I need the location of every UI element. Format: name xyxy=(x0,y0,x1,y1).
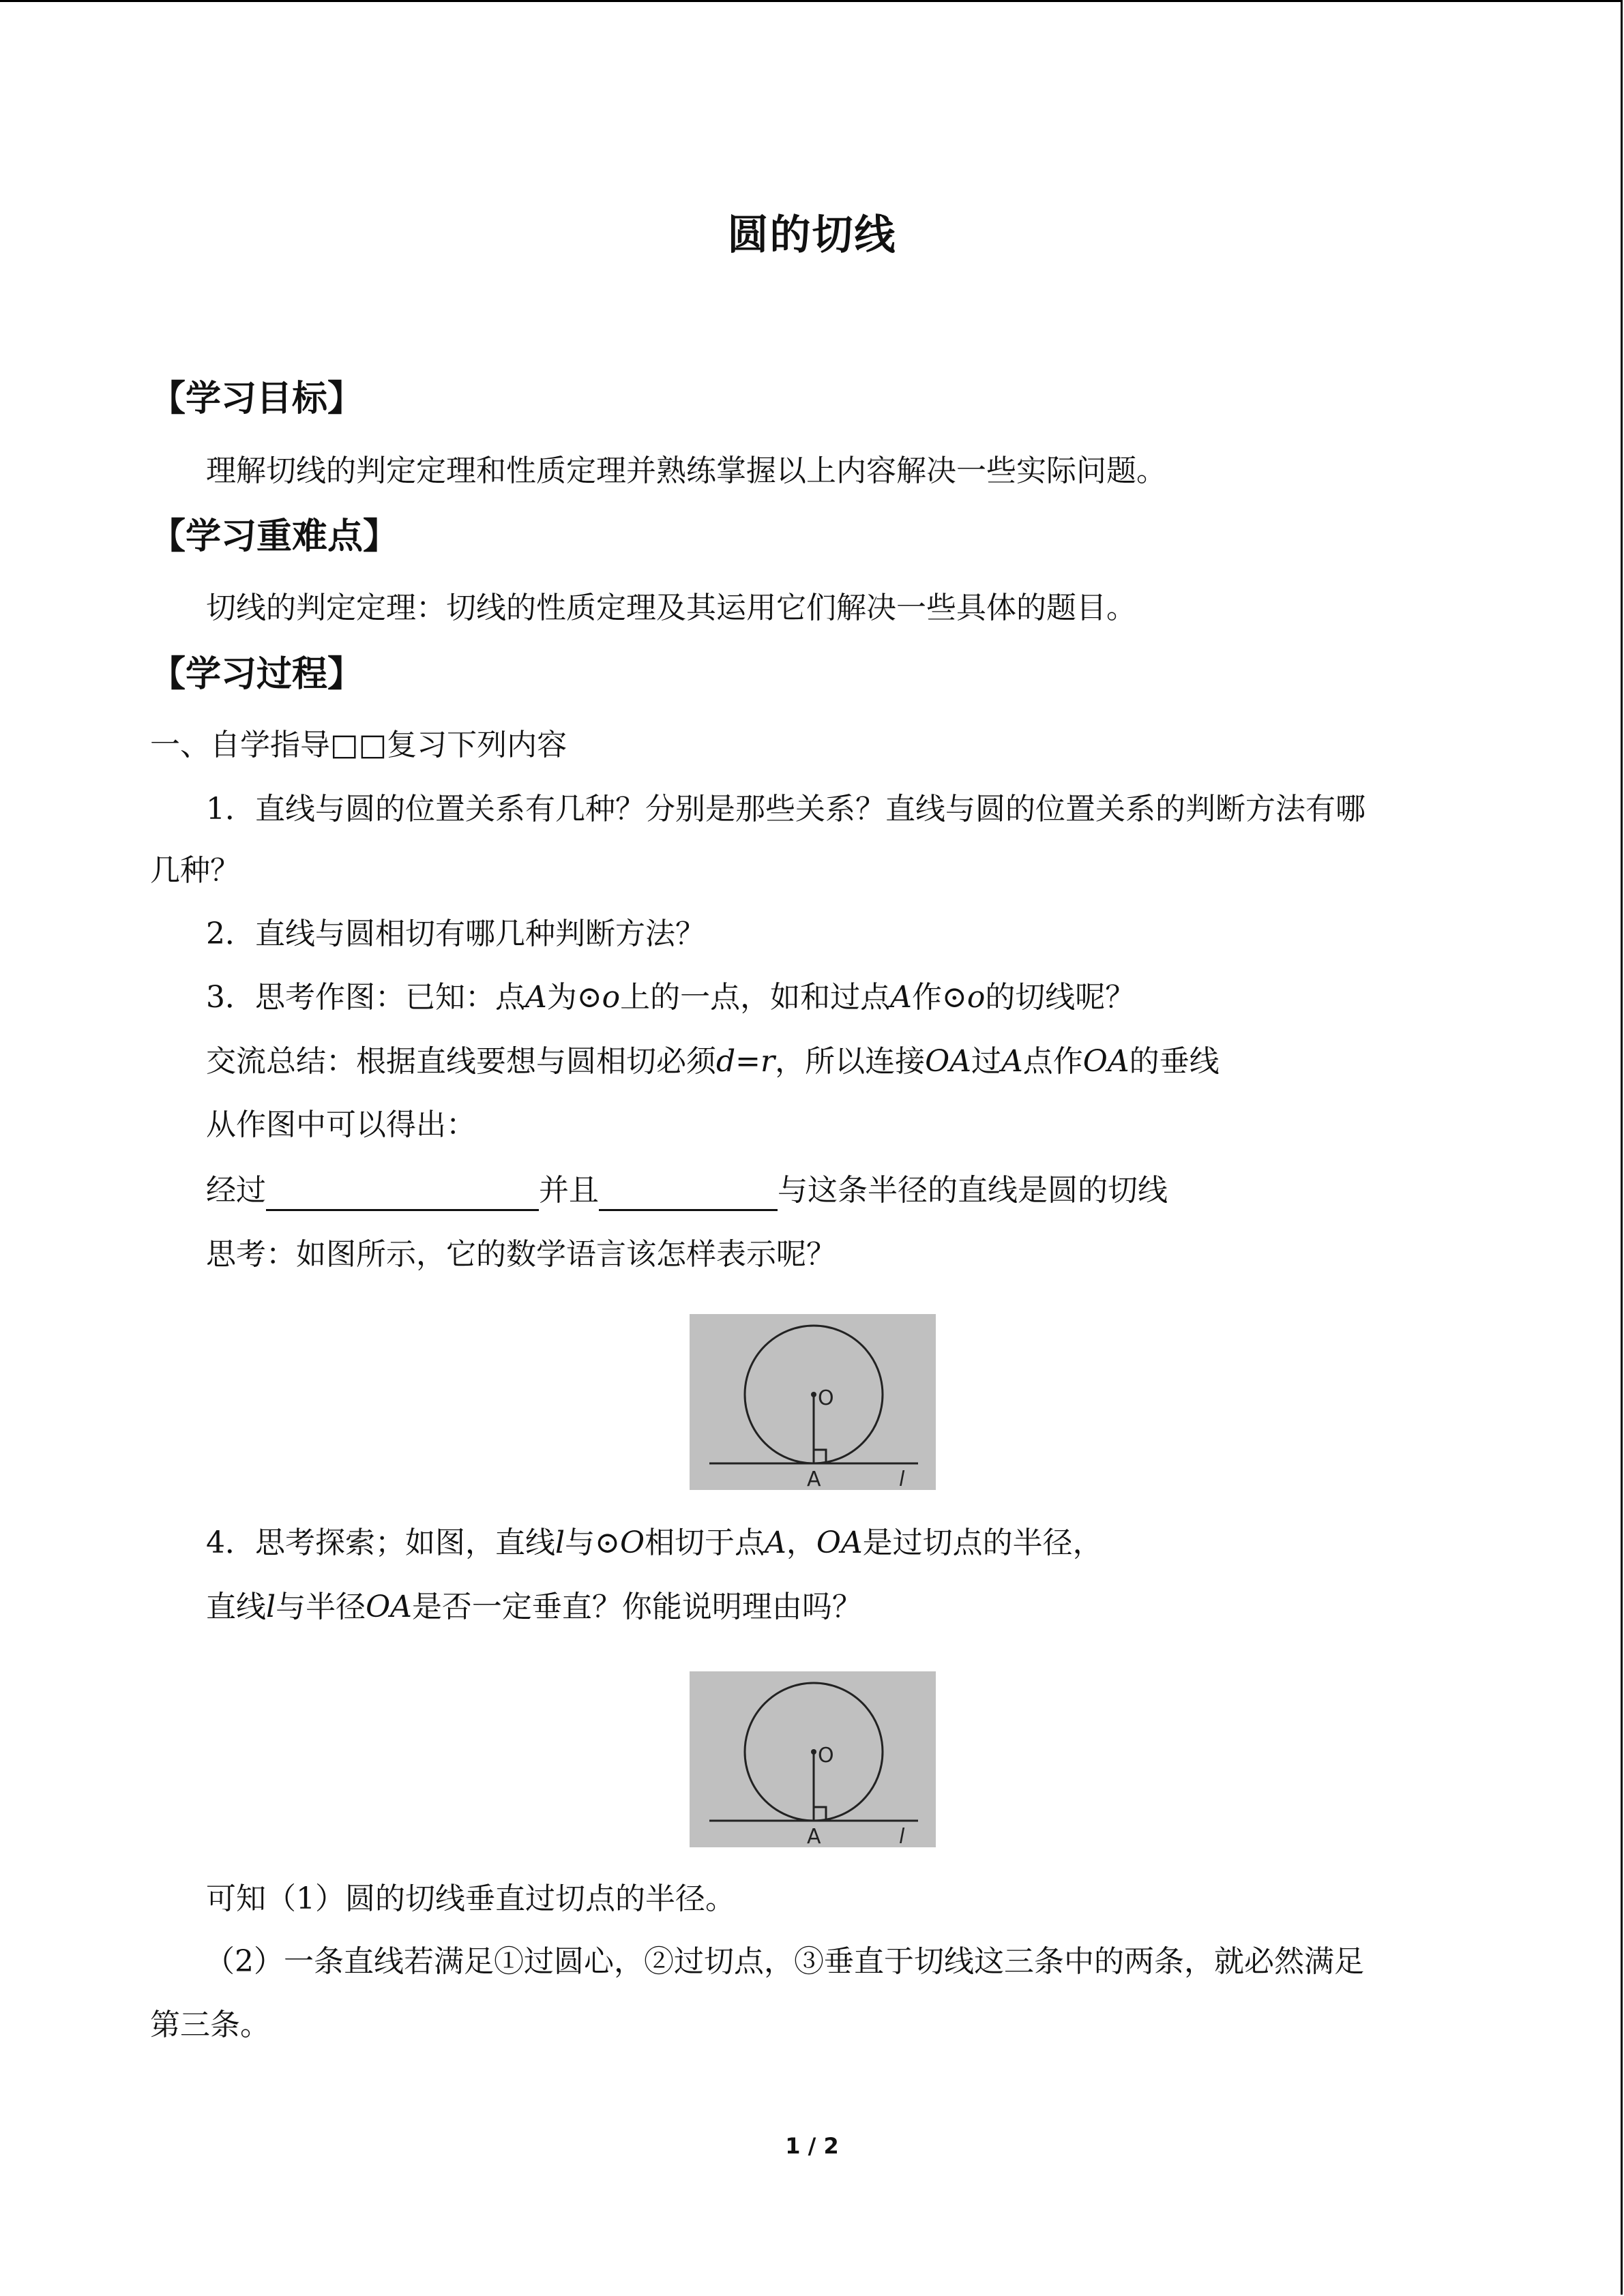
part1-title: 一、自学指导□□复习下列内容 xyxy=(150,728,567,762)
label-o: O xyxy=(818,1386,834,1410)
fill-blank-sentence: 经过 并且 与这条半径的直线是圆的切线 xyxy=(206,1170,1168,1211)
exchange-summary: 交流总结：根据直线要想与圆相切必须d=r，所以连接OA过A点作OA的垂线 xyxy=(206,1044,1220,1079)
question-4-line-1: 4．思考探索；如图，直线l与⊙O相切于点A，OA是过切点的半径， xyxy=(206,1525,1103,1560)
question-4-line-2: 直线l与半径OA是否一定垂直？你能说明理由吗？ xyxy=(206,1590,862,1624)
answer-blank-1[interactable] xyxy=(266,1176,539,1211)
goals-text: 理解切线的判定定理和性质定理并熟练掌握以上内容解决一些实际问题。 xyxy=(206,453,1166,488)
question-2: 2．直线与圆相切有哪几种判断方法？ xyxy=(206,916,705,951)
key-points-text: 切线的判定定理：切线的性质定理及其运用它们解决一些具体的题目。 xyxy=(206,591,1136,625)
center-point xyxy=(811,1392,816,1397)
question-1-line-2: 几种？ xyxy=(150,853,240,888)
conclusion-1: 可知（1）圆的切线垂直过切点的半径。 xyxy=(206,1881,735,1916)
think-question: 思考：如图所示，它的数学语言该怎样表示呢？ xyxy=(206,1237,836,1272)
tangent-figure-2 xyxy=(690,1671,936,1847)
section-heading-goals: 【学习目标】 xyxy=(150,378,364,419)
label-o: O xyxy=(818,1744,834,1768)
label-l: l xyxy=(899,1825,905,1847)
page-number: 1 / 2 xyxy=(785,2133,839,2159)
label-a: A xyxy=(807,1467,821,1490)
conclusion-2-line-2: 第三条。 xyxy=(150,2008,270,2042)
label-l: l xyxy=(899,1467,905,1490)
from-figure-text: 从作图中可以得出： xyxy=(206,1107,476,1142)
center-point xyxy=(811,1749,816,1755)
question-1-line-1: 1．直线与圆的位置关系有几种？分别是那些关系？直线与圆的位置关系的判断方法有哪 xyxy=(206,792,1365,826)
question-3: 3．思考作图：已知：点A为⊙o上的一点，如和过点A作⊙o的切线呢？ xyxy=(206,980,1136,1015)
conclusion-2-line-1: （2）一条直线若满足①过圆心，②过切点，③垂直于切线这三条中的两条，就必然满足 xyxy=(205,1944,1364,1979)
section-heading-key-points: 【学习重难点】 xyxy=(150,516,399,557)
tangent-figure-1 xyxy=(690,1314,936,1490)
label-a: A xyxy=(807,1825,821,1847)
answer-blank-2[interactable] xyxy=(599,1176,778,1211)
page-title: 圆的切线 xyxy=(727,211,897,259)
section-heading-process: 【学习过程】 xyxy=(150,654,364,695)
